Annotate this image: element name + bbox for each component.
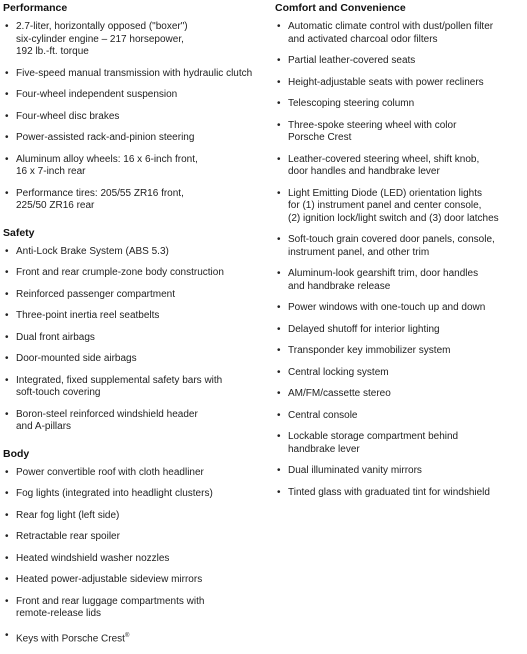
list-item: • Heated windshield washer nozzles xyxy=(5,552,170,564)
list-item: • Telescoping steering column xyxy=(277,98,415,109)
list-item: • Central console xyxy=(277,409,358,421)
list-item: • Performance tires: 205/55 ZR16 front, 225/50 ZR16 rear xyxy=(5,187,184,211)
bullet-icon: • xyxy=(277,76,281,88)
list-item: • Five-speed manual transmission with hydraulic clutch xyxy=(5,67,253,79)
bullet-icon: • xyxy=(5,488,9,499)
list-item: • Four-wheel disc brakes xyxy=(5,110,120,122)
list-item: • Power-assisted rack-and-pinion steering xyxy=(5,132,195,143)
bullet-icon: • xyxy=(277,302,281,313)
registered-mark: ® xyxy=(124,632,130,639)
list-item: • Central locking system xyxy=(277,366,389,378)
bullet-icon: • xyxy=(277,388,281,399)
list-item: • Door-mounted side airbags xyxy=(5,353,137,364)
bullet-icon: • xyxy=(277,98,281,109)
bullet-icon: • xyxy=(5,67,9,79)
list-item: • AM/FM/cassette stereo xyxy=(277,388,391,399)
list-item: • Partial leather-covered seats xyxy=(277,55,416,66)
bullet-icon: • xyxy=(5,132,9,143)
list-item: • 2.7-liter, horizontally opposed ("boxer") six-cylinder engine – 217 horsepower, 192 lb.-ft. torque xyxy=(5,21,188,57)
list-item: • Rear fog light (left side) xyxy=(5,509,120,521)
bullet-icon: • xyxy=(5,187,9,199)
bullet-icon: • xyxy=(277,345,281,356)
list-item: • Soft-touch grain covered door panels, console, instrument panel, and other trim xyxy=(277,234,495,258)
right-column xyxy=(275,0,525,508)
bullet-icon: • xyxy=(277,366,281,378)
bullet-icon: • xyxy=(5,110,9,122)
list-item: • Leather-covered steering wheel, shift knob, door handles and handbrake lever xyxy=(277,153,480,177)
list-item: • Aluminum-look gearshift trim, door handles and handbrake release xyxy=(277,268,479,292)
bullet-icon: • xyxy=(5,595,9,607)
section-heading-comfort: Comfort and Convenience xyxy=(275,2,406,14)
bullet-icon: • xyxy=(5,353,9,364)
list-item: • Delayed shutoff for interior lighting xyxy=(277,323,440,335)
bullet-icon: • xyxy=(5,408,9,420)
list-item: • Keys with Porsche Crest® xyxy=(5,629,130,644)
list-item: • Fog lights (integrated into headlight clusters) xyxy=(5,488,213,499)
bullet-icon: • xyxy=(277,486,281,498)
list-item: • Front and rear luggage compartments with remote-release lids xyxy=(5,595,205,619)
section-heading-safety: Safety xyxy=(3,226,35,239)
bullet-icon: • xyxy=(5,629,9,641)
bullet-icon: • xyxy=(5,574,9,585)
bullet-icon: • xyxy=(277,21,281,32)
bullet-icon: • xyxy=(277,119,281,131)
bullet-icon: • xyxy=(5,267,9,278)
list-item: • Lockable storage compartment behind handbrake lever xyxy=(277,431,459,455)
bullet-icon: • xyxy=(5,245,9,257)
bullet-icon: • xyxy=(277,323,281,335)
section-heading-performance: Performance xyxy=(3,2,68,14)
bullet-icon: • xyxy=(5,288,9,300)
list-item: • Boron-steel reinforced windshield header and A-pillars xyxy=(5,408,198,432)
bullet-icon: • xyxy=(277,234,281,245)
comfort-list xyxy=(275,21,525,499)
bullet-icon: • xyxy=(5,153,9,165)
list-item: • Light Emitting Diode (LED) orientation lights for (1) instrument panel and center console, (2) ignition lock/light switch and (3) door latches xyxy=(277,187,499,224)
list-item: • Tinted glass with graduated tint for windshield xyxy=(277,486,490,498)
section-heading-body: Body xyxy=(3,447,30,460)
bullet-icon: • xyxy=(277,465,281,476)
list-item: • Power convertible roof with cloth headliner xyxy=(5,466,204,478)
bullet-icon: • xyxy=(5,509,9,521)
bullet-icon: • xyxy=(5,531,9,542)
list-item: • Dual front airbags xyxy=(5,331,95,343)
list-item: • Heated power-adjustable sideview mirrors xyxy=(5,574,203,585)
bullet-icon: • xyxy=(277,431,281,442)
bullet-icon: • xyxy=(5,89,9,100)
bullet-icon: • xyxy=(5,331,9,343)
bullet-icon: • xyxy=(5,21,9,32)
safety-list xyxy=(3,246,265,434)
bullet-icon: • xyxy=(5,374,9,386)
bullet-icon: • xyxy=(277,55,281,66)
list-item: • Transponder key immobilizer system xyxy=(277,345,451,356)
list-item: • Three-point inertia reel seatbelts xyxy=(5,310,160,321)
list-item: • Reinforced passenger compartment xyxy=(5,288,175,300)
list-item: • Height-adjustable seats with power recliners xyxy=(277,76,484,88)
list-item: • Front and rear crumple-zone body construction xyxy=(5,267,224,278)
list-item: • Automatic climate control with dust/pollen filter and activated charcoal odor filters xyxy=(277,21,494,45)
list-item: • Integrated, fixed supplemental safety bars with soft-touch covering xyxy=(5,374,223,398)
performance-list xyxy=(3,21,265,213)
bullet-icon: • xyxy=(277,187,281,199)
body-list xyxy=(3,467,265,646)
bullet-icon: • xyxy=(277,409,281,421)
list-item: • Dual illuminated vanity mirrors xyxy=(277,465,422,476)
bullet-icon: • xyxy=(5,310,9,321)
bullet-icon: • xyxy=(5,552,9,564)
list-item: • Power windows with one-touch up and down xyxy=(277,302,486,313)
list-item: • Four-wheel independent suspension xyxy=(5,89,178,100)
list-item: • Retractable rear spoiler xyxy=(5,531,120,542)
list-item: • Three-spoke steering wheel with color Porsche Crest xyxy=(277,119,457,143)
list-item: • Anti-Lock Brake System (ABS 5.3) xyxy=(5,245,169,257)
bullet-icon: • xyxy=(277,153,281,165)
bullet-icon: • xyxy=(5,466,9,478)
left-column xyxy=(3,0,265,654)
list-item: • Aluminum alloy wheels: 16 x 6-inch front, 16 x 7-inch rear xyxy=(5,153,198,177)
bullet-icon: • xyxy=(277,268,281,279)
